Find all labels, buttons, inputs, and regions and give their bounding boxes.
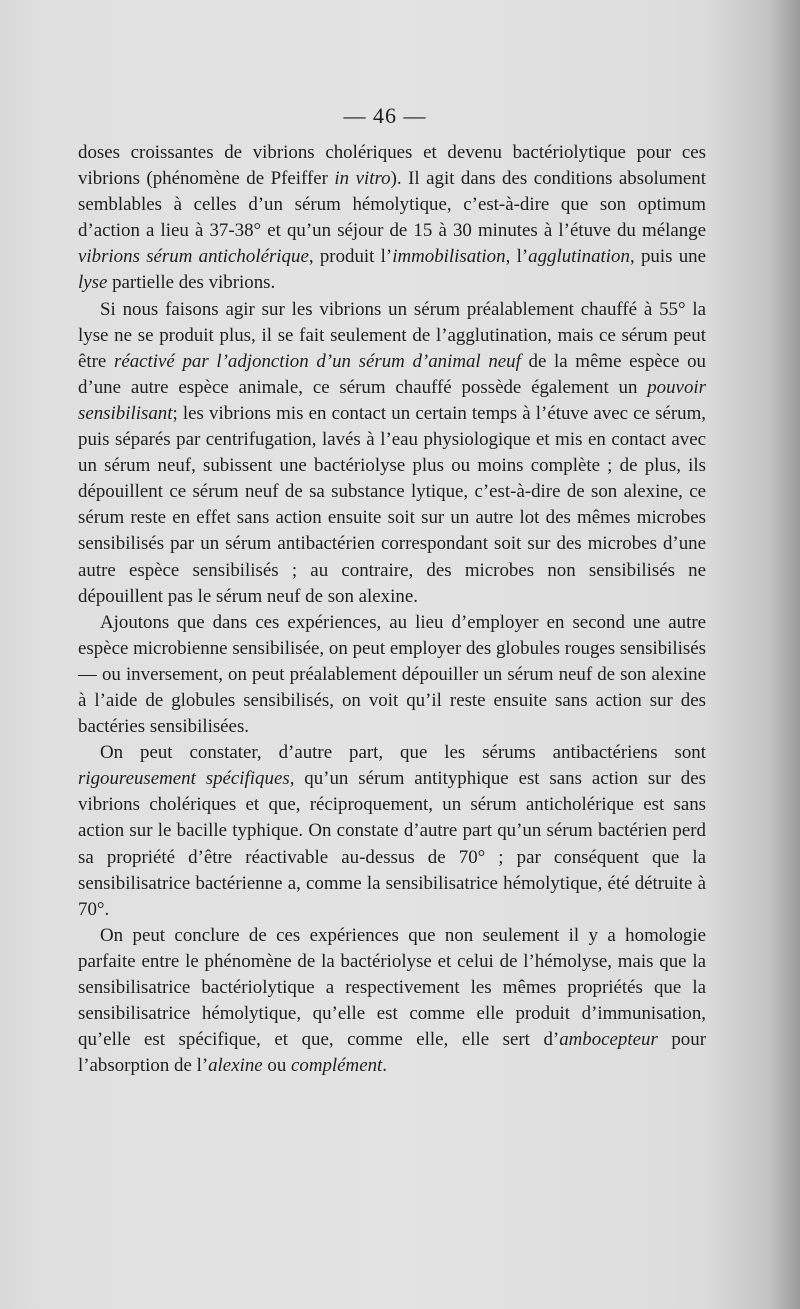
italic-text: alexine: [208, 1055, 263, 1077]
body-text: [78, 140, 706, 1079]
italic-text: lyse: [78, 272, 108, 294]
page-number: — 46 —: [343, 103, 427, 128]
paragraph: [78, 610, 706, 740]
text-run: ou: [262, 1055, 291, 1077]
italic-text: vibrions sérum anticholérique: [78, 246, 309, 268]
text-run: On peut constater, d’autre part, que les sérums antibactériens sont: [100, 742, 706, 764]
paragraph: [78, 297, 706, 610]
paragraph: [78, 740, 706, 923]
text-run: partielle des vibrions.: [107, 272, 276, 294]
text-run: doses croissantes de vibrions cholériques et devenu bactériolytique pour ces vibrions (phénomène de Pfeiffer: [78, 142, 706, 190]
text-run: pour l’absorption de l’: [78, 1029, 706, 1077]
text-run: Ajoutons que dans ces expériences, au lieu d’employer en second une autre espèce microbienne sensibilisée, on peut employer des globules rouges sensibilisés — ou inversement, on peut préalablement dépouiller un sérum neuf de son alexine à l’aide de globules sensibilisés, on voit qu’il reste ensuite sans action sur des bactéries sensibilisées.: [78, 611, 706, 738]
italic-text: agglutination: [528, 246, 630, 268]
italic-text: rigoureusement spécifiques: [78, 768, 290, 790]
italic-text: immobilisation: [392, 246, 506, 268]
text-run: ). Il agit dans des conditions absolument semblables à celles d’un sérum hémolytique, c’est-à-dire que son optimum d’action a lieu à 37-38° et qu’un séjour de 15 à 30 minutes à l’étuve du mélange: [78, 168, 707, 242]
italic-text: pouvoir sensibilisant: [78, 376, 706, 424]
italic-text: réactivé par l’adjonction d’un sérum d’animal neuf: [113, 350, 521, 372]
text-run: ; les vibrions mis en contact un certain temps à l’étuve avec ce sérum, puis séparés par centrifugation, lavés à l’eau physiologique et mis en contact avec un sérum neuf, subissent une bactériolyse plus ou moins complète ; de plus, ils dépouillent ce sérum neuf de sa substance lytique, c’est-à-dire de son alexine, ce sérum reste en effet sans action ensuite soit sur un autre lot des mêmes microbes sensibilisés par un sérum antibactérien correspondant soit sur des microbes d’une autre espèce sensibilisés ; au contraire, des microbes non sensibilisés ne dépouillent pas le sérum neuf de son alexine.: [78, 402, 706, 607]
text-run: , l’: [505, 246, 529, 268]
italic-text: complément: [291, 1055, 383, 1077]
text-run: Si nous faisons agir sur les vibrions un sérum préalablement chauffé à 55° la lyse ne se produit plus, il se fait seulement de l’agglutination, mais ce sérum peut être: [78, 298, 706, 372]
text-run: On peut conclure de ces expériences que non seulement il y a homologie parfaite entre le phénomène de la bactériolyse et celui de l’hémolyse, mais que la sensibilisatrice bactériolytique a respectivement les mêmes propriétés que la sensibilisatrice hémolytique, qu’elle est comme elle produit d’immunisation, qu’elle est spécifique, et que, comme elle, elle sert d’: [78, 924, 706, 1051]
text-run: , qu’un sérum antityphique est sans action sur des vibrions cholériques et que, réciproquement, un sérum anticholérique est sans action sur le bacille typhique. On constate d’autre part qu’un sérum bactérien perd sa propriété d’être réactivable au-dessus de 70° ; par conséquent que la sensibilisatrice bactérienne a, comme la sensibilisatrice hémolytique, été détruite à 70°.: [78, 768, 706, 920]
paragraph: [78, 140, 706, 297]
italic-text: ambocepteur: [559, 1029, 658, 1051]
paragraph: [78, 923, 706, 1080]
text-run: .: [382, 1055, 388, 1077]
italic-text: in vitro: [334, 168, 391, 190]
text-run: de la même espèce ou d’une autre espèce animale, ce sérum chauffé possède également un: [78, 350, 706, 398]
text-run: , puis une: [629, 246, 706, 268]
text-run: , produit l’: [308, 246, 393, 268]
